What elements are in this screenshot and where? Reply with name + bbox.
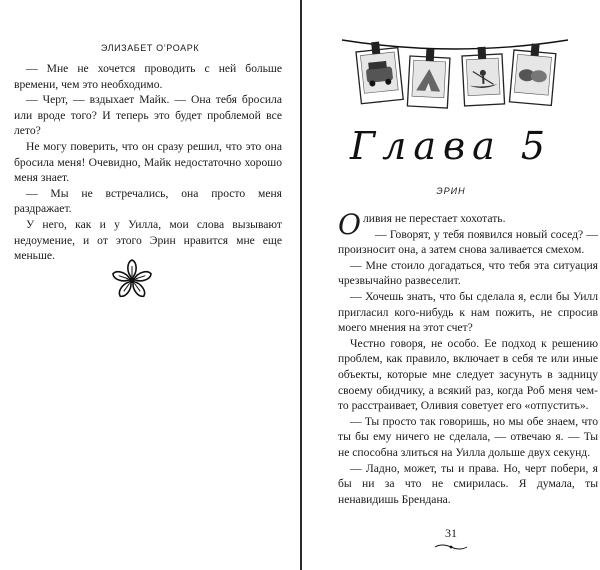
paragraph: — Мне стоило догадаться, что тебя эта ситуация чрезвычайно развеселит. bbox=[338, 258, 598, 288]
chapter-narrator: ЭРИН bbox=[436, 186, 466, 196]
paragraph: — Ладно, может, ты и права. Но, черт побери, я бы ни за что не смирилась. Я думала, ты ненавидишь Брендана. bbox=[338, 461, 598, 506]
paragraph: — Ты просто так говоришь, но мы обе знаем, что ты бы ему ничего не сделала, — отвечаю я. — Ты не способна злиться на Уилла дольше двух секунд. bbox=[338, 414, 598, 459]
tent-photo bbox=[407, 48, 450, 108]
paragraph: — Хочешь знать, что бы сделала я, если бы Уилл пригласил кого-нибудь к нам пожить, не спросив моего мнения на этот счет? bbox=[338, 289, 598, 335]
hands-holding-photo bbox=[509, 42, 556, 105]
running-head: ЭЛИЗАБЕТ О’РОАРК bbox=[100, 43, 200, 53]
kayak-photo bbox=[462, 46, 505, 106]
paragraph: — Мы не встречались, она просто меня раздражает. bbox=[14, 186, 282, 216]
photo-garland bbox=[340, 36, 570, 112]
paragraph: Не могу поверить, что он сразу решил, что это она бросила меня! Очевидно, Майк недостаточно хорошо меня знает. bbox=[14, 139, 282, 185]
footer-ornament-icon bbox=[433, 543, 469, 551]
right-body-text bbox=[338, 208, 598, 507]
left-body-text bbox=[14, 61, 282, 264]
paragraph: — Говорят, у тебя появился новый сосед? — произносит она, а затем снова заливается смехом. bbox=[338, 227, 598, 257]
paragraph: У него, как и у Уилла, мои слова вызывают недоумение, и от этого Эрин нравится мне еще меньше. bbox=[14, 217, 282, 263]
paragraph: — Мне не хочется проводить с ней больше времени, чем это необходимо. bbox=[14, 62, 282, 91]
flower-icon bbox=[110, 258, 154, 302]
paragraph: — Черт, — вздыхает Майк. — Она тебя бросила или вроде того? И теперь это будет проблемой все лето? bbox=[14, 93, 282, 138]
camper-van-photo bbox=[355, 40, 403, 104]
page-number: 31 bbox=[445, 526, 457, 540]
drop-cap: О bbox=[338, 208, 361, 241]
chapter-title: Глава 5 bbox=[349, 124, 553, 168]
paragraph-text: ливия не перестает хохотать. bbox=[362, 212, 506, 225]
paragraph: Честно говоря, не особо. Ее подход к решению проблем, как правило, включает в себя те или иные объекты, которые мне следует засунуть в задницу своему обидчику, а всякий раз, когда Роб меня чем-то расстраивает, Оливия советует его «отпустить». bbox=[338, 336, 598, 413]
right-page bbox=[302, 0, 600, 570]
paragraph bbox=[338, 208, 598, 241]
